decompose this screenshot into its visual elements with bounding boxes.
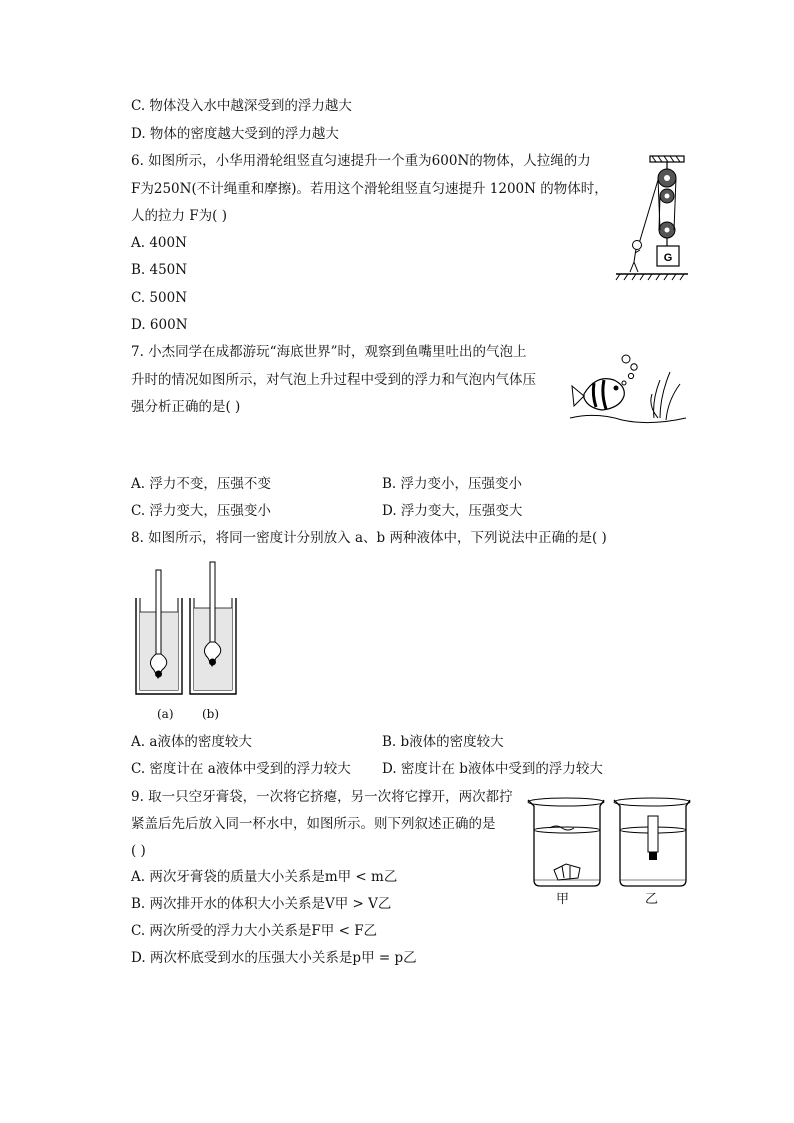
q6-stem-line1: 6. 如图所示，小华用滑轮组竖直匀速提升一个重为600N的物体，人拉绳的力 (131, 153, 591, 169)
q9-stem-line1: 9. 取一只空牙膏袋，一次将它挤瘪，另一次将它撑开，两次都拧 (131, 789, 513, 805)
q7-option-a: A. 浮力不变，压强不变 (131, 476, 271, 492)
q9-option-a: A. 两次牙膏袋的质量大小关系是m甲 < m乙 (131, 869, 398, 885)
q8-stem: 8. 如图所示，将同一密度计分别放入 a、b 两种液体中，下列说法中正确的是( ) (131, 530, 607, 546)
q7-stem-line2: 升时的情况如图所示，对气泡上升过程中受到的浮力和气泡内气体压 (131, 372, 536, 388)
q7-option-d: D. 浮力变大，压强变大 (382, 503, 523, 519)
pulley-system-figure (612, 152, 692, 284)
caption-b: (b) (202, 707, 220, 721)
q8-option-c: C. 密度计在 a液体中受到的浮力较大 (131, 761, 351, 777)
q9-option-b: B. 两次排开水的体积大小关系是V甲 > V乙 (131, 896, 392, 912)
q8-option-a: A. a液体的密度较大 (131, 734, 252, 750)
q6-option-c: C. 500N (131, 290, 188, 306)
q5-option-d: D. 物体的密度越大受到的浮力越大 (131, 126, 339, 142)
q9-stem-line2: 紧盖后先后放入同一杯水中，如图所示。则下列叙述正确的是 (131, 816, 496, 832)
hydrometer-figure (132, 560, 244, 700)
q5-option-c: C. 物体没入水中越深受到的浮力越大 (131, 98, 352, 114)
caption-jia: 甲 (556, 892, 570, 907)
q6-stem-line2: F为250N(不计绳重和摩擦)。若用这个滑轮组竖直匀速提升 1200N 的物体时， (131, 181, 608, 197)
q9-stem-line3: ( ) (131, 843, 146, 859)
q9-option-c: C. 两次所受的浮力大小关系是F甲 < F乙 (131, 923, 378, 939)
q6-option-d: D. 600N (131, 317, 188, 333)
q6-stem-line3: 人的拉力 F为( ) (131, 208, 227, 224)
q8-option-b: B. b液体的密度较大 (382, 734, 504, 750)
q7-option-b: B. 浮力变小，压强变小 (382, 476, 523, 492)
caption-a: (a) (157, 707, 174, 721)
q7-stem-line3: 强分析正确的是( ) (131, 399, 241, 415)
q6-option-a: A. 400N (131, 235, 187, 251)
caption-yi: 乙 (645, 892, 659, 907)
q9-option-d: D. 两次杯底受到水的压强大小关系是p甲 = p乙 (131, 950, 417, 966)
fish-bubbles-figure (566, 350, 690, 428)
pulley-weight-label: G (663, 252, 673, 264)
q6-option-b: B. 450N (131, 262, 188, 278)
q7-option-c: C. 浮力变大，压强变小 (131, 503, 271, 519)
q7-stem-line1: 7. 小杰同学在成都游玩“海底世界”时，观察到鱼嘴里吐出的气泡上 (131, 344, 527, 360)
toothpaste-beakers-figure (522, 790, 698, 890)
q8-option-d: D. 密度计在 b液体中受到的浮力较大 (382, 761, 603, 777)
